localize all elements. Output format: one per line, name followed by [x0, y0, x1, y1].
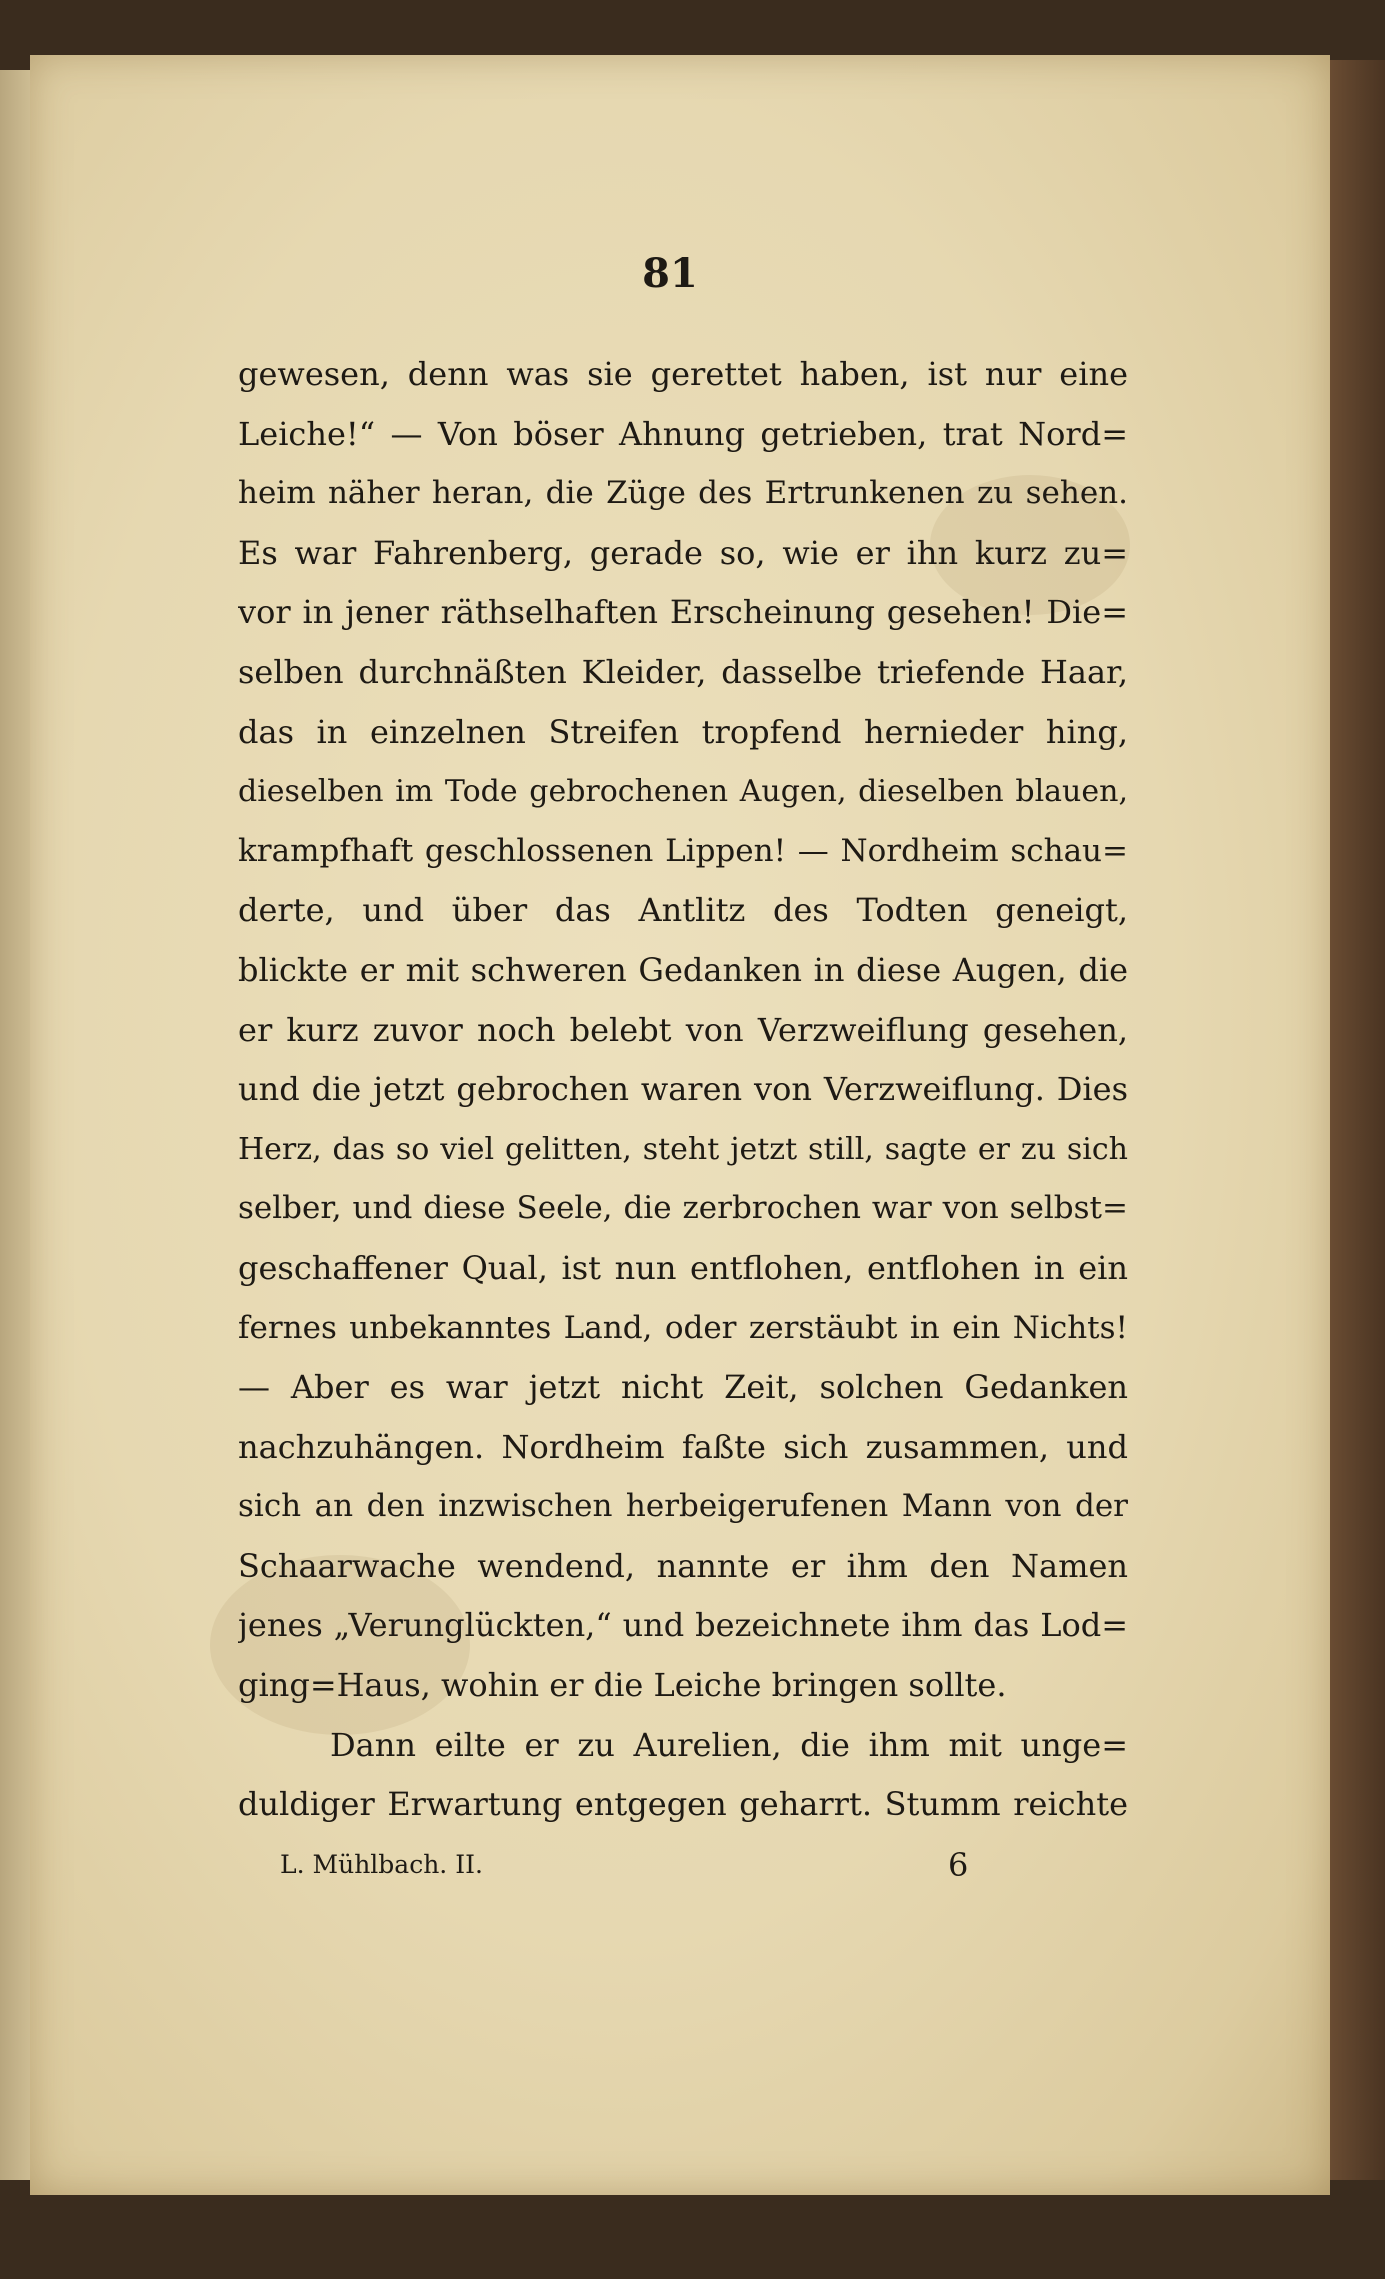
- text-line: selber, und diese Seele, die zerbrochen war von selbst=: [238, 1190, 1128, 1227]
- text-line: geschaffener Qual, ist nun entflohen, entflohen in ein: [238, 1248, 1128, 1287]
- text-line: Schaarwache wendend, nannte er ihm den Namen: [238, 1546, 1128, 1585]
- printer-signature: L. Mühlbach. II.: [280, 1850, 483, 1879]
- page-footer: [238, 1840, 1128, 1890]
- text-line: blickte er mit schweren Gedanken in diese Augen, die: [238, 950, 1128, 989]
- text-line: sich an den inzwischen herbeigerufenen Mann von der: [238, 1488, 1128, 1525]
- text-line: Dann eilte er zu Aurelien, die ihm mit unge=: [330, 1725, 1128, 1764]
- text-line: selben durchnäßten Kleider, dasselbe triefende Haar,: [238, 652, 1128, 691]
- text-line: krampfhaft geschlossenen Lippen! — Nordheim schau=: [238, 832, 1128, 869]
- text-line: Es war Fahrenberg, gerade so, wie er ihn kurz zu=: [238, 533, 1128, 572]
- text-line: Herz, das so viel gelitten, steht jetzt still, sagte er zu sich: [238, 1131, 1128, 1167]
- text-line: und die jetzt gebrochen waren von Verzweiflung. Dies: [238, 1070, 1128, 1109]
- text-line: ging=Haus, wohin er die Leiche bringen sollte.: [238, 1666, 1007, 1705]
- page-number: 81: [642, 250, 698, 297]
- text-line: duldiger Erwartung entgegen geharrt. Stumm reichte: [238, 1785, 1128, 1824]
- text-line: — Aber es war jetzt nicht Zeit, solchen Gedanken: [238, 1368, 1128, 1407]
- text-line: jenes „Verunglückten,“ und bezeichnete ihm das Lod=: [238, 1606, 1128, 1645]
- text-line: er kurz zuvor noch belebt von Verzweiflung gesehen,: [238, 1010, 1128, 1049]
- text-line: fernes unbekanntes Land, oder zerstäubt in ein Nichts!: [238, 1309, 1128, 1346]
- text-line: gewesen, denn was sie gerettet haben, ist nur eine: [238, 355, 1128, 393]
- text-line: derte, und über das Antlitz des Todten geneigt,: [238, 891, 1128, 930]
- text-line: vor in jener räthselhaften Erscheinung gesehen! Die=: [238, 593, 1128, 632]
- text-line: Leiche!“ — Von böser Ahnung getrieben, trat Nord=: [238, 414, 1128, 453]
- text-line: dieselben im Tode gebrochenen Augen, dieselben blauen,: [238, 774, 1128, 810]
- body-text: [238, 345, 1128, 1835]
- text-line: nachzuhängen. Nordheim faßte sich zusammen, und: [238, 1427, 1128, 1466]
- text-line: das in einzelnen Streifen tropfend hernieder hing,: [238, 712, 1128, 751]
- text-line: heim näher heran, die Züge des Ertrunkenen zu sehen.: [238, 475, 1128, 512]
- sheet-number: 6: [948, 1846, 969, 1884]
